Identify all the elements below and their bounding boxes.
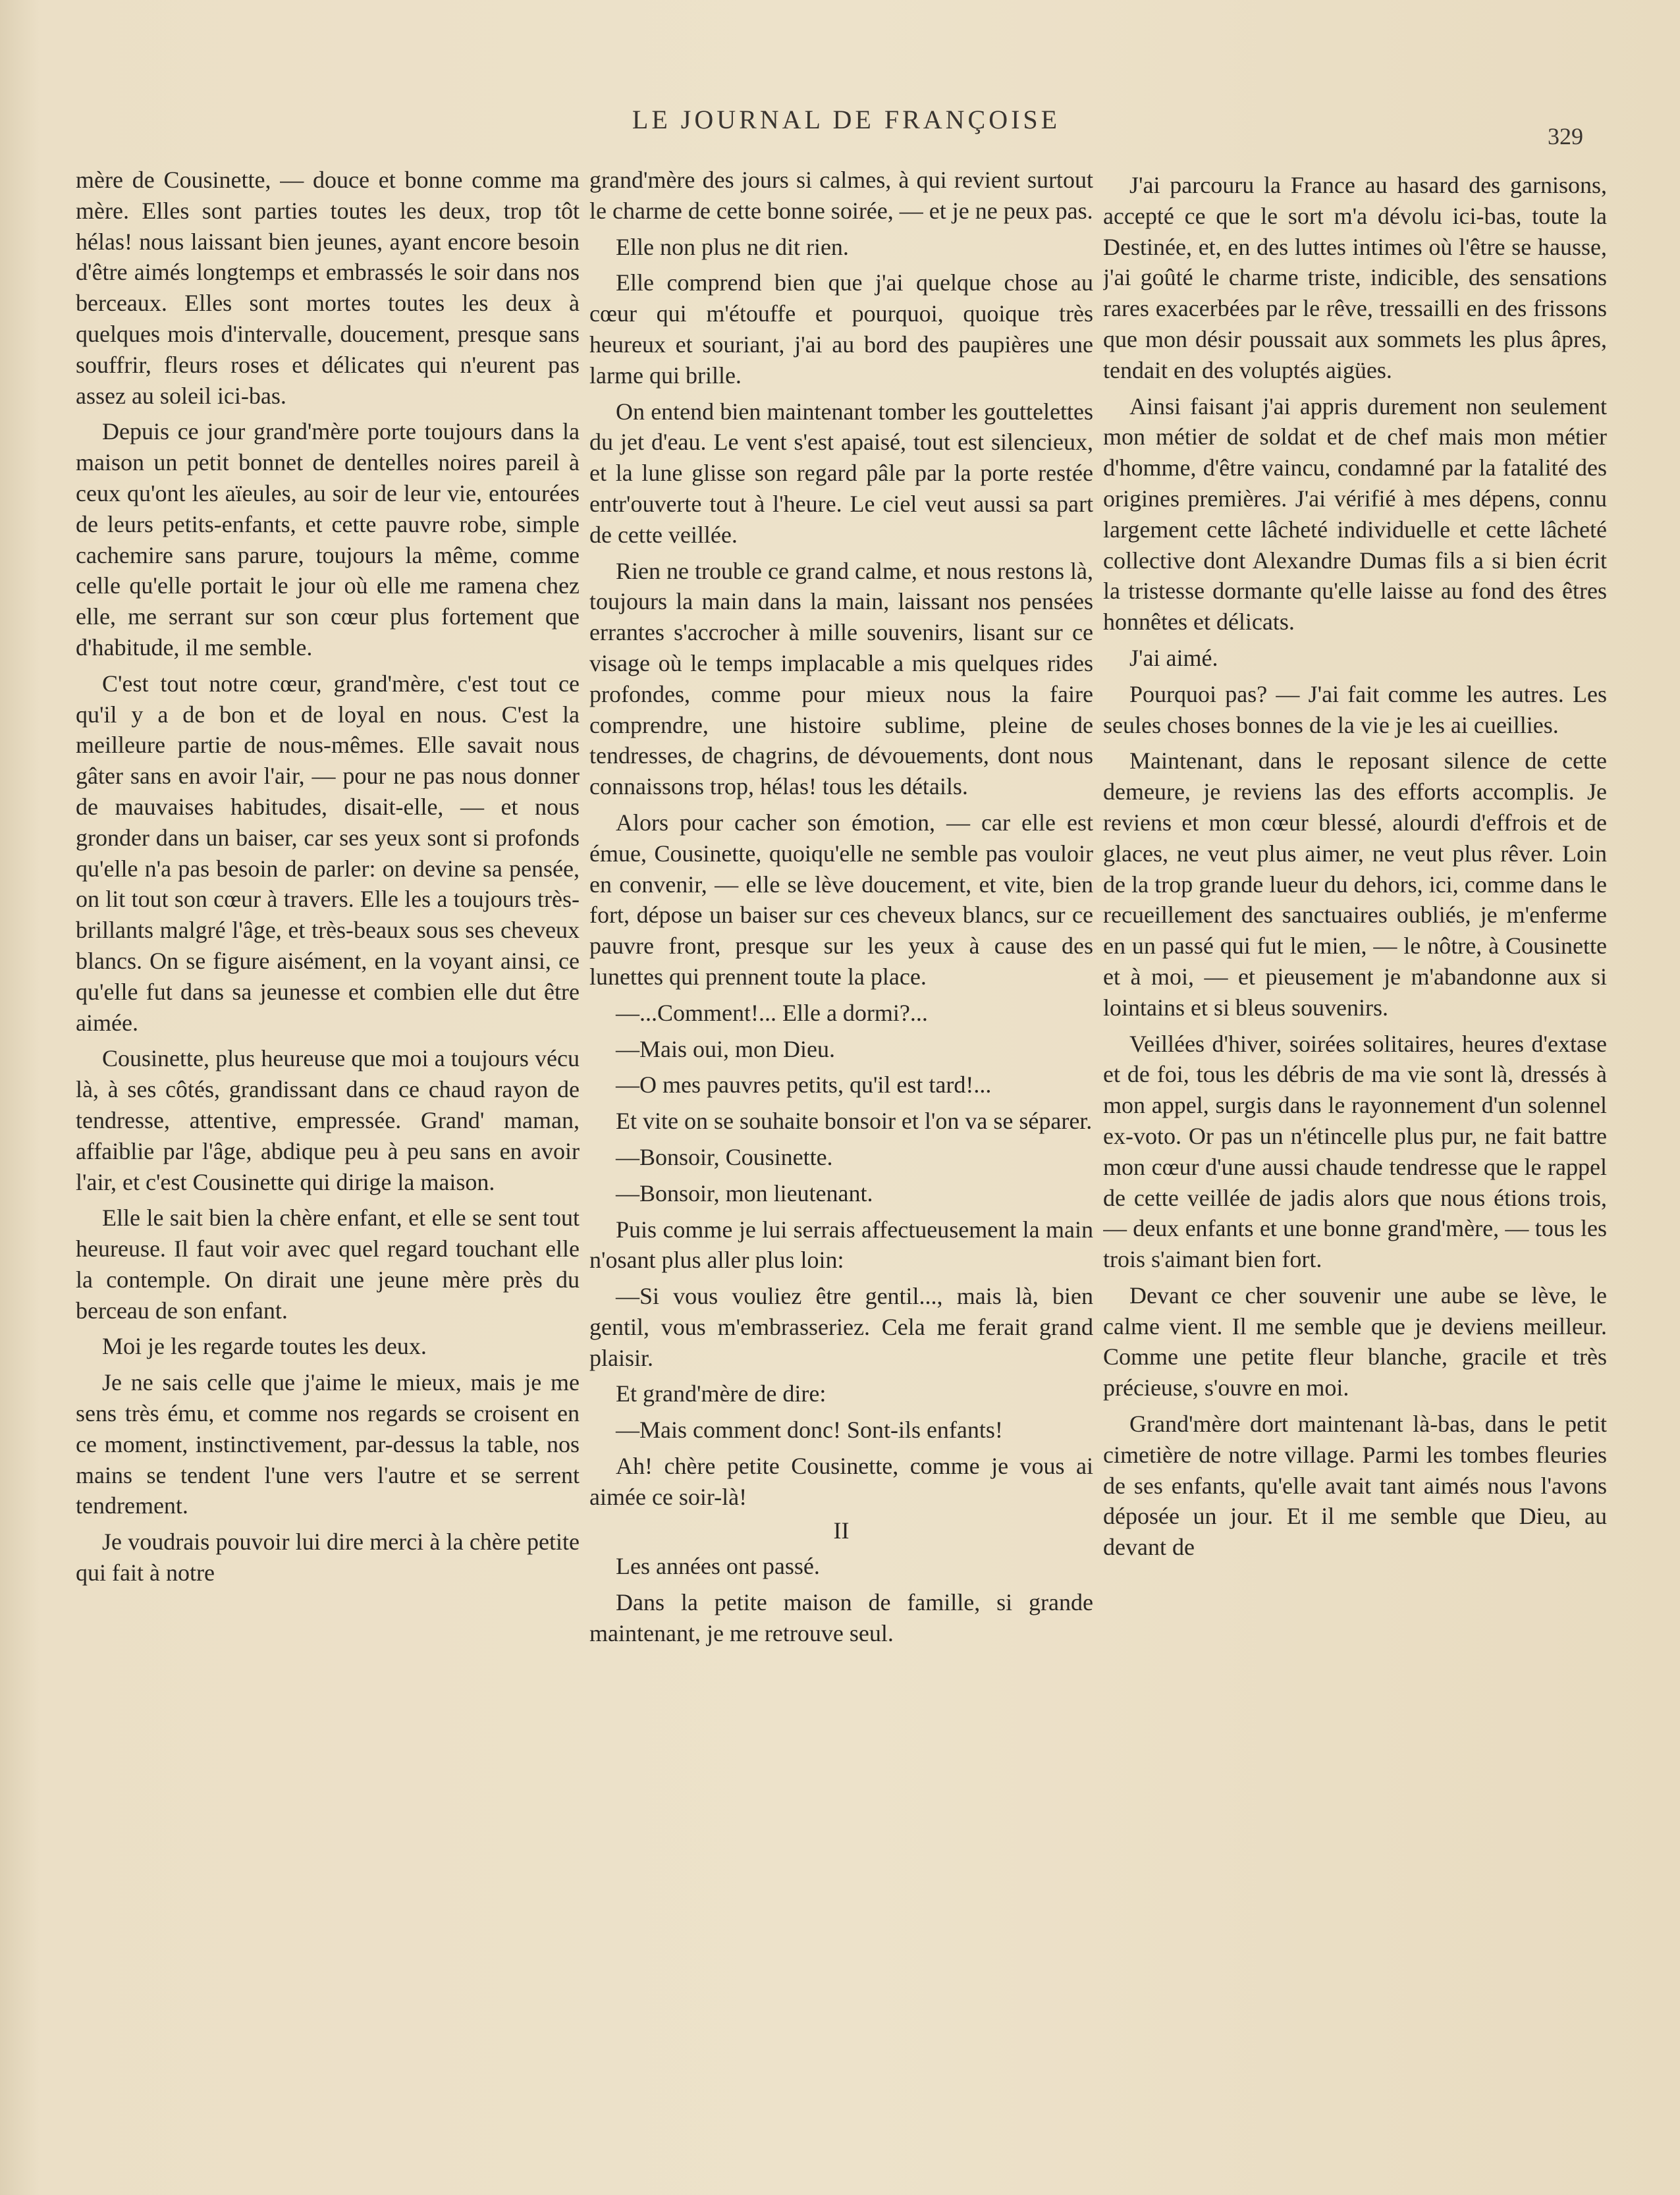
dialogue-line: —...Comment!... Elle a dormi?... [616,999,928,1026]
running-title: LE JOURNAL DE FRANÇOISE [632,105,1061,134]
paragraph: J'ai aimé. [1129,644,1218,671]
paragraph: J'ai parcouru la France au hasard des garnisons, accepté ce que le sort m'a dévolu ici-bas, toute la Destinée, et, en des luttes intimes où l'être se hausse, j'ai goûté le charme triste, indicible, des sensations rares exacerbées par le rêve, tressailli en des frissons que mon désir poussait aux sommets les plus âpres, tendait en des voluptés aigües. [1103,172,1607,383]
paragraph: Cousinette, plus heureuse que moi a toujours vécu là, à ses côtés, grandissant dans ce chaud rayon de tendresse, attentive, empressée. Grand' maman, affaiblie par l'âge, abdique peu à peu sans en avoir l'air, et c'est Cousinette qui dirige la maison. [76,1045,580,1195]
paragraph: Rien ne trouble ce grand calme, et nous restons là, toujours la main dans la main, laissant nos pensées errantes s'accrocher à mille souvenirs, lisant sur ce visage où le temps implacable a mis quelques rides profondes, comme pour mieux nous la faire comprendre, une histoire sublime, pleine de tendresses, de chagrins, de dévouements, dont nous connaissons trop, hélas! tous les détails. [589,557,1093,800]
paragraph: Ainsi faisant j'ai appris durement non seulement mon métier de soldat et de chef mais mon métier d'homme, d'être vaincu, condamné par la fatalité des origines premières. J'ai vérifié à mes dépens, connu largement cette lâcheté individuelle et cette lâcheté collective dont Alexandre Dumas fils a si bien écrit la tristesse dormante qu'elle laisse au fond des êtres honnêtes et délicats. [1103,393,1607,636]
paragraph: grand'mère des jours si calmes, à qui revient surtout le charme de cette bonne soirée, — et je ne peux pas. [589,167,1093,224]
dialogue-line: —Si vous vouliez être gentil..., mais là, bien gentil, vous m'embrasseriez. Cela me ferait grand plaisir. [589,1283,1093,1371]
text-column-3 [1103,165,1607,2074]
paragraph: Maintenant, dans le reposant silence de cette demeure, je reviens las des efforts accomplis. Je reviens et mon cœur blessé, alourdi d'effrois et de glaces, ne veut plus aimer, ne veut plus rêver. Loin de la trop grande lueur du dehors, ici, comme dans le recueillement des sanctuaires oubliés, je m'enferme en un passé qui fut le mien, — le nôtre, à Cousinette et à moi, — et pieusement je m'abandonne aux si lointains et si bleus souvenirs. [1103,747,1607,1021]
paragraph: mère de Cousinette, — douce et bonne comme ma mère. Elles sont parties toutes les deux, trop tôt hélas! nous laissant bien jeunes, ayant encore besoin d'être aimés longtemps et embrassés le soir dans nos berceaux. Elles sont mortes toutes les deux à quelques mois d'intervalle, doucement, presque sans souffrir, fleurs roses et délicates qui n'eurent pas assez au soleil ici-bas. [76,167,580,409]
paragraph: Elle non plus ne dit rien. [616,233,849,260]
text-column-2 [589,165,1093,2074]
paragraph: Veillées d'hiver, soirées solitaires, heures d'extase et de foi, tous les débris de ma vie sont là, dressés à mon appel, surgis dans le rayonnement d'un solennel ex-voto. Or pas un n'étincelle plus pur, ne fait battre mon cœur d'une aussi chaude tendresse que le rappel de cette veillée de jadis alors que nous étions trois, — deux enfants et une bonne grand'mère, — tous les trois s'aimant bien fort. [1103,1030,1607,1273]
paragraph: Et grand'mère de dire: [616,1380,826,1407]
paragraph: Elle le sait bien la chère enfant, et elle se sent tout heureuse. Il faut voir avec quel regard touchant elle la contemple. On dirait une jeune mère près du berceau de son enfant. [76,1205,580,1324]
paragraph: Puis comme je lui serrais affectueusement la main n'osant plus aller plus loin: [589,1216,1093,1274]
text-column-1 [76,165,580,2074]
paragraph: Depuis ce jour grand'mère porte toujours dans la maison un petit bonnet de dentelles noires pareil à ceux qu'ont les aïeules, au soir de leur vie, entourées de leurs petits-enfants, et cette pauvre robe, simple cachemire sans parure, toujours la même, comme celle qu'elle portait le jour où elle me ramena chez elle, me serrant sur son cœur plus fortement que d'habitude, il me semble. [76,418,580,661]
dialogue-line: —Bonsoir, mon lieutenant. [616,1179,873,1206]
paragraph: On entend bien maintenant tomber les gouttelettes du jet d'eau. Le vent s'est apaisé, tout est silencieux, et la lune glisse son regard pâle par la porte restée entr'ouverte tout à l'heure. Le ciel veut aussi sa part de cette veillée. [589,398,1093,548]
dialogue-line: —Mais oui, mon Dieu. [616,1035,835,1062]
section-number: II [833,1517,850,1544]
paragraph: Devant ce cher souvenir une aube se lève, le calme vient. Il me semble que je deviens meilleur. Comme une petite fleur blanche, gracile et très précieuse, s'ouvre en moi. [1103,1282,1607,1401]
paragraph: Et vite on se souhaite bonsoir et l'on va se séparer. [616,1108,1093,1135]
page-number: 329 [1548,123,1583,149]
paragraph: Grand'mère dort maintenant là-bas, dans le petit cimetière de notre village. Parmi les tombes fleuries de ses enfants, qu'elle avait tant aimés nous l'avons déposée un jour. Et il me semble que Dieu, au devant de [1103,1411,1607,1561]
paragraph: Alors pour cacher son émotion, — car elle est émue, Cousinette, quoiqu'elle ne semble pas vouloir en convenir, — elle se lève doucement, et vite, bien fort, dépose un baiser sur ces cheveux blancs, sur ce pauvre front, presque sur les yeux à cause des lunettes qui prennent toute la place. [589,809,1093,990]
paragraph: Je voudrais pouvoir lui dire merci à la chère petite qui fait à notre [76,1529,580,1586]
dialogue-line: —Mais comment donc! Sont-ils enfants! [616,1417,1003,1444]
dialogue-line: —O mes pauvres petits, qu'il est tard!... [616,1071,992,1098]
dialogue-line: —Bonsoir, Cousinette. [616,1143,833,1170]
page-header [0,104,1680,149]
paragraph: Je ne sais celle que j'aime le mieux, mais je me sens très ému, et comme nos regards se croisent en ce moment, instinctivement, par-dessus la table, nos mains se tendent l'une vers l'autre et se serrent tendrement. [76,1369,580,1519]
paragraph: Ah! chère petite Cousinette, comme je vous ai aimée ce soir-là! [589,1453,1093,1510]
paragraph: C'est tout notre cœur, grand'mère, c'est tout ce qu'il y a de bon et de loyal en nous. C'est la meilleure partie de nous-mêmes. Elle savait nous gâter sans en avoir l'air, — pour ne pas nous donner de mauvaises habitudes, disait-elle, — et nous gronder dans un baiser, car ses yeux sont si profonds qu'elle n'a pas besoin de parler: on devine sa pensée, on lit tout son cœur à travers. Elle les a toujours très-brillants malgré l'âge, et très-beaux sous ses cheveux blancs. On se figure aisément, en la voyant ainsi, ce qu'elle fut dans sa jeunesse et combien elle dut être aimée. [76,670,580,1036]
paragraph: Moi je les regarde toutes les deux. [102,1333,427,1360]
paragraph: Elle comprend bien que j'ai quelque chose au cœur qui m'étouffe et pourquoi, quoique très heureux et souriant, j'ai au bord des paupières une larme qui brille. [589,269,1093,389]
paragraph: Les années ont passé. [616,1553,820,1580]
paragraph: Dans la petite maison de famille, si grande maintenant, je me retrouve seul. [589,1589,1093,1647]
paragraph: Pourquoi pas? — J'ai fait comme les autres. Les seules choses bonnes de la vie je les ai cueillies. [1103,680,1607,738]
